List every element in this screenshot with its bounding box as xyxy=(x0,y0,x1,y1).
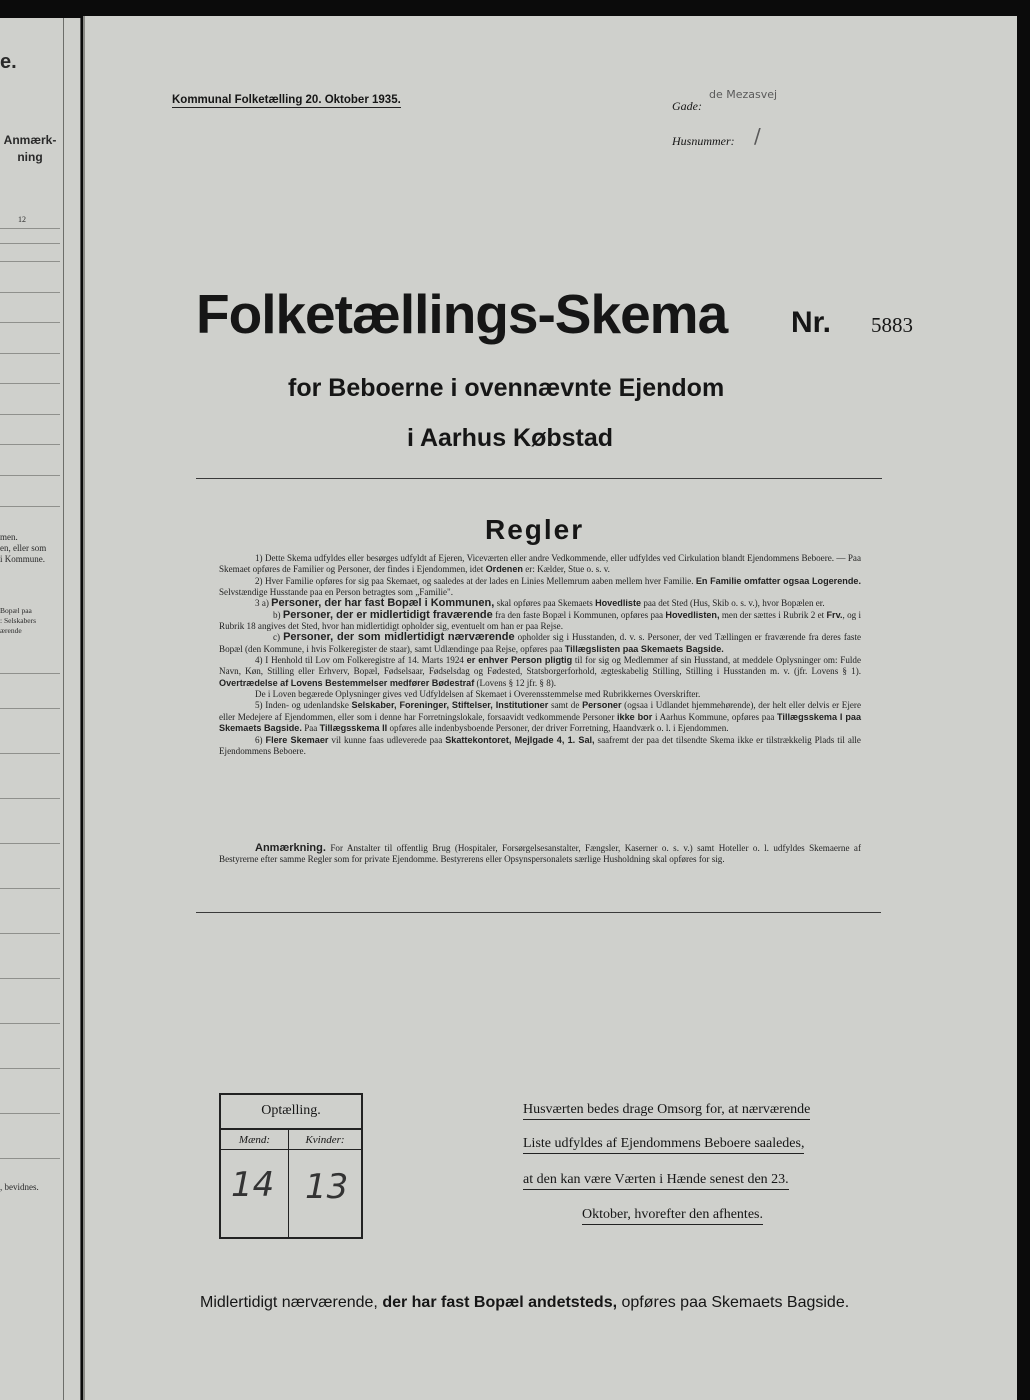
landlord-notice-line: Husværten bedes drage Omsorg for, at nærværende xyxy=(523,1102,810,1120)
tally-women-value: 13 xyxy=(305,1167,349,1207)
rule-5: 5) Inden- og udenlandske Selskaber, Foreninger, Stiftelser, Institutioner samt de Personer (ogsaa i Udlandet hjemmehørende), der helt eller delvis er Ejere eller Medejere af Ejendommen, eller som i denne har Forretningslokale, forsaavidt vedkommende Personer ikke bor i Aarhus Kommune, opføres paa Tillægsskema I paa Skemaets Bagside. Paa Tillægsskema II opføres alle indenbysboende Personer, der driver Forretning, Haandværk o. l. i Ejendommen. xyxy=(219,700,862,734)
landlord-notice-line: Liste udfyldes af Ejendommens Beboere saaledes, xyxy=(523,1136,804,1154)
left-page-rule xyxy=(0,708,60,709)
form-main-title: Folketællings-Skema xyxy=(196,283,728,345)
left-page-rule xyxy=(0,383,60,384)
left-page-rule xyxy=(0,933,60,934)
rules-divider xyxy=(196,912,881,913)
left-page-rule xyxy=(0,228,60,229)
left-page-rule xyxy=(0,843,60,844)
left-page-rule xyxy=(0,475,60,476)
left-page-rule xyxy=(0,1158,60,1159)
left-page-column-line xyxy=(63,18,64,1400)
footer-note-part3: opføres paa Skemaets Bagside. xyxy=(621,1294,850,1311)
left-page-rule xyxy=(0,888,60,889)
title-divider xyxy=(196,478,882,479)
left-page-rule xyxy=(0,292,60,293)
tally-title: Optælling. xyxy=(261,1103,321,1118)
left-page-rule xyxy=(0,506,60,507)
left-page-rule xyxy=(0,414,60,415)
tally-header-rule xyxy=(221,1128,361,1130)
tally-women-label: Kvinder: xyxy=(305,1134,345,1146)
house-number-value: / xyxy=(754,124,761,148)
left-page-rule xyxy=(0,978,60,979)
form-subtitle-municipality: i Aarhus Købstad xyxy=(407,424,614,452)
street-value: de Mezasvej xyxy=(709,88,778,101)
form-number-value: 5883 xyxy=(871,313,913,337)
left-page-fragment-column-number: 12 xyxy=(18,215,26,224)
tally-label-rule xyxy=(221,1149,361,1150)
left-page-fragment-title: e. xyxy=(0,51,17,73)
landlord-notice-line: Oktober, hvorefter den afhentes. xyxy=(582,1207,763,1225)
rules-heading: Regler xyxy=(485,514,585,545)
tally-column-divider xyxy=(288,1130,289,1237)
form-subtitle-residents: for Beboerne i ovennævnte Ejendom xyxy=(288,374,725,402)
footer-note-part1: Midlertidigt nærværende, xyxy=(200,1294,378,1311)
rule-4: 4) I Henhold til Lov om Folkeregistre af 14. Marts 1924 er enhver Person pligtig til for sig og Medlemmer af sin Husstand, at meddele Oplysninger om: Fulde Navn, Køn, Stilling eller Erhverv, Bopæl, Fødselsaar, Fødselsdag og Fødested, Statsborgerforhold, ægteskabelig Stilling, Stilling i Husstanden m. v. (jfr. Lovens § 1). Overtrædelse af Lovens Bestemmelser medfører Bødestraf (Lovens § 12 jfr. § 8). xyxy=(219,655,861,688)
street-label: Gade: xyxy=(672,99,702,113)
rule-3c: c) Personer, der som midlertidigt nærværende opholder sig i Husstanden, d. v. s. Personer, der ved Tællingen er fraværende fra deres faste Bopæl (den Kommune, i hvis Folkeregister de staar), samt Udlændinge paa Rejse, opføres paa Tillægslisten paa Skemaets Bagside. xyxy=(219,631,862,654)
left-page-rule xyxy=(0,243,60,244)
census-title: Kommunal Folketælling 20. Oktober 1935. xyxy=(172,94,401,106)
landlord-notice-line: at den kan være Værten i Hænde senest den 23. xyxy=(523,1172,789,1190)
left-page-rule xyxy=(0,1023,60,1024)
remark-label: Anmærkning. xyxy=(255,842,326,854)
left-page-fragment-text: , bevidnes. xyxy=(0,1182,39,1192)
footer-note-part2: der har fast Bopæl andetsteds, xyxy=(382,1294,618,1311)
left-page-fragment-remark-header: Anmærk- ning xyxy=(3,133,57,164)
form-number-label: Nr. xyxy=(791,306,832,339)
left-page-rule xyxy=(0,1068,60,1069)
left-page-rule xyxy=(0,444,60,445)
rule-3a: 3 a) Personer, der har fast Bopæl i Kommunen, skal opføres paa Skemaets Hovedliste paa det Sted (Hus, Skib o. s. v.), hvor Bopælen er. xyxy=(255,597,825,610)
left-page-rule xyxy=(0,753,60,754)
footer-note xyxy=(200,1294,849,1312)
left-page-rule xyxy=(0,673,60,674)
tally-men-value: 14 xyxy=(231,1165,275,1205)
left-page-rule xyxy=(0,322,60,323)
rule-4-continued: De i Loven begærede Oplysninger gives ved Udfyldelsen af Skemaet i Overensstemmelse med Rubrikkernes Overskrifter. xyxy=(255,689,701,700)
house-number-label: Husnummer: xyxy=(672,134,735,148)
rule-6: 6) Flere Skemaer vil kunne faas udleverede paa Skattekontoret, Mejlgade 4, 1. Sal, saafremt der paa det tilsendte Skema ikke er tilstrækkelig Plads til alle Ejendommens Beboere. xyxy=(219,734,861,756)
left-page-fragment-text: men. en, eller som i Kommune. xyxy=(0,532,47,564)
left-facing-page xyxy=(0,18,81,1400)
rule-2: 2) Hver Familie opføres for sig paa Skemaet, og saaledes at der lades en Linies Mellemrum aaben mellem hver Familie. En Familie omfatter ogsaa Logerende. Selvstændige Husstande paa en Person betragtes som „Familie". xyxy=(219,575,861,598)
left-page-fragment-text: Bopæl paa : Selskabers ærende xyxy=(0,606,37,635)
rule-3b: b) Personer, der er midlertidigt fraværende fra den faste Bopæl i Kommunen, opføres paa Hovedlisten, men der sættes i Rubrik 2 et Frv., og i Rubrik 18 angives det Sted, hvor han midlertidigt opholder sig, eventuelt om han er paa Rejse. xyxy=(219,608,862,632)
left-page-rule xyxy=(0,798,60,799)
remark-paragraph: Anmærkning. For Anstalter til offentlig Brug (Hospitaler, Forsørgelsesanstalter, Fængsler, Kaserner o. s. v.) samt Hoteller o. l. udfyldes Skemaerne af Bestyrerne efter samme Regler som for private Ejendomme. Bestyrerens eller Opsynspersonalets særlige Husholdning skal opføres for sig. xyxy=(219,842,861,865)
left-page-rule xyxy=(0,1113,60,1114)
tally-box xyxy=(219,1093,363,1239)
tally-men-label: Mænd: xyxy=(238,1134,271,1146)
remark-text xyxy=(219,843,861,866)
rules-text xyxy=(219,553,861,757)
left-page-rule xyxy=(0,353,60,354)
rule-1: 1) Dette Skema udfyldes eller besørges udfyldt af Ejeren, Viceværten eller andre Vedkommende, eller udfyldes ved Cirkulation blandt Ejendommens Beboere. — Paa Skemaet opføres de Familier og Personer, der findes i Ejendommen, idet Ordenen er: Kælder, Stue o. s. v. xyxy=(219,553,861,575)
left-page-rule xyxy=(0,261,60,262)
